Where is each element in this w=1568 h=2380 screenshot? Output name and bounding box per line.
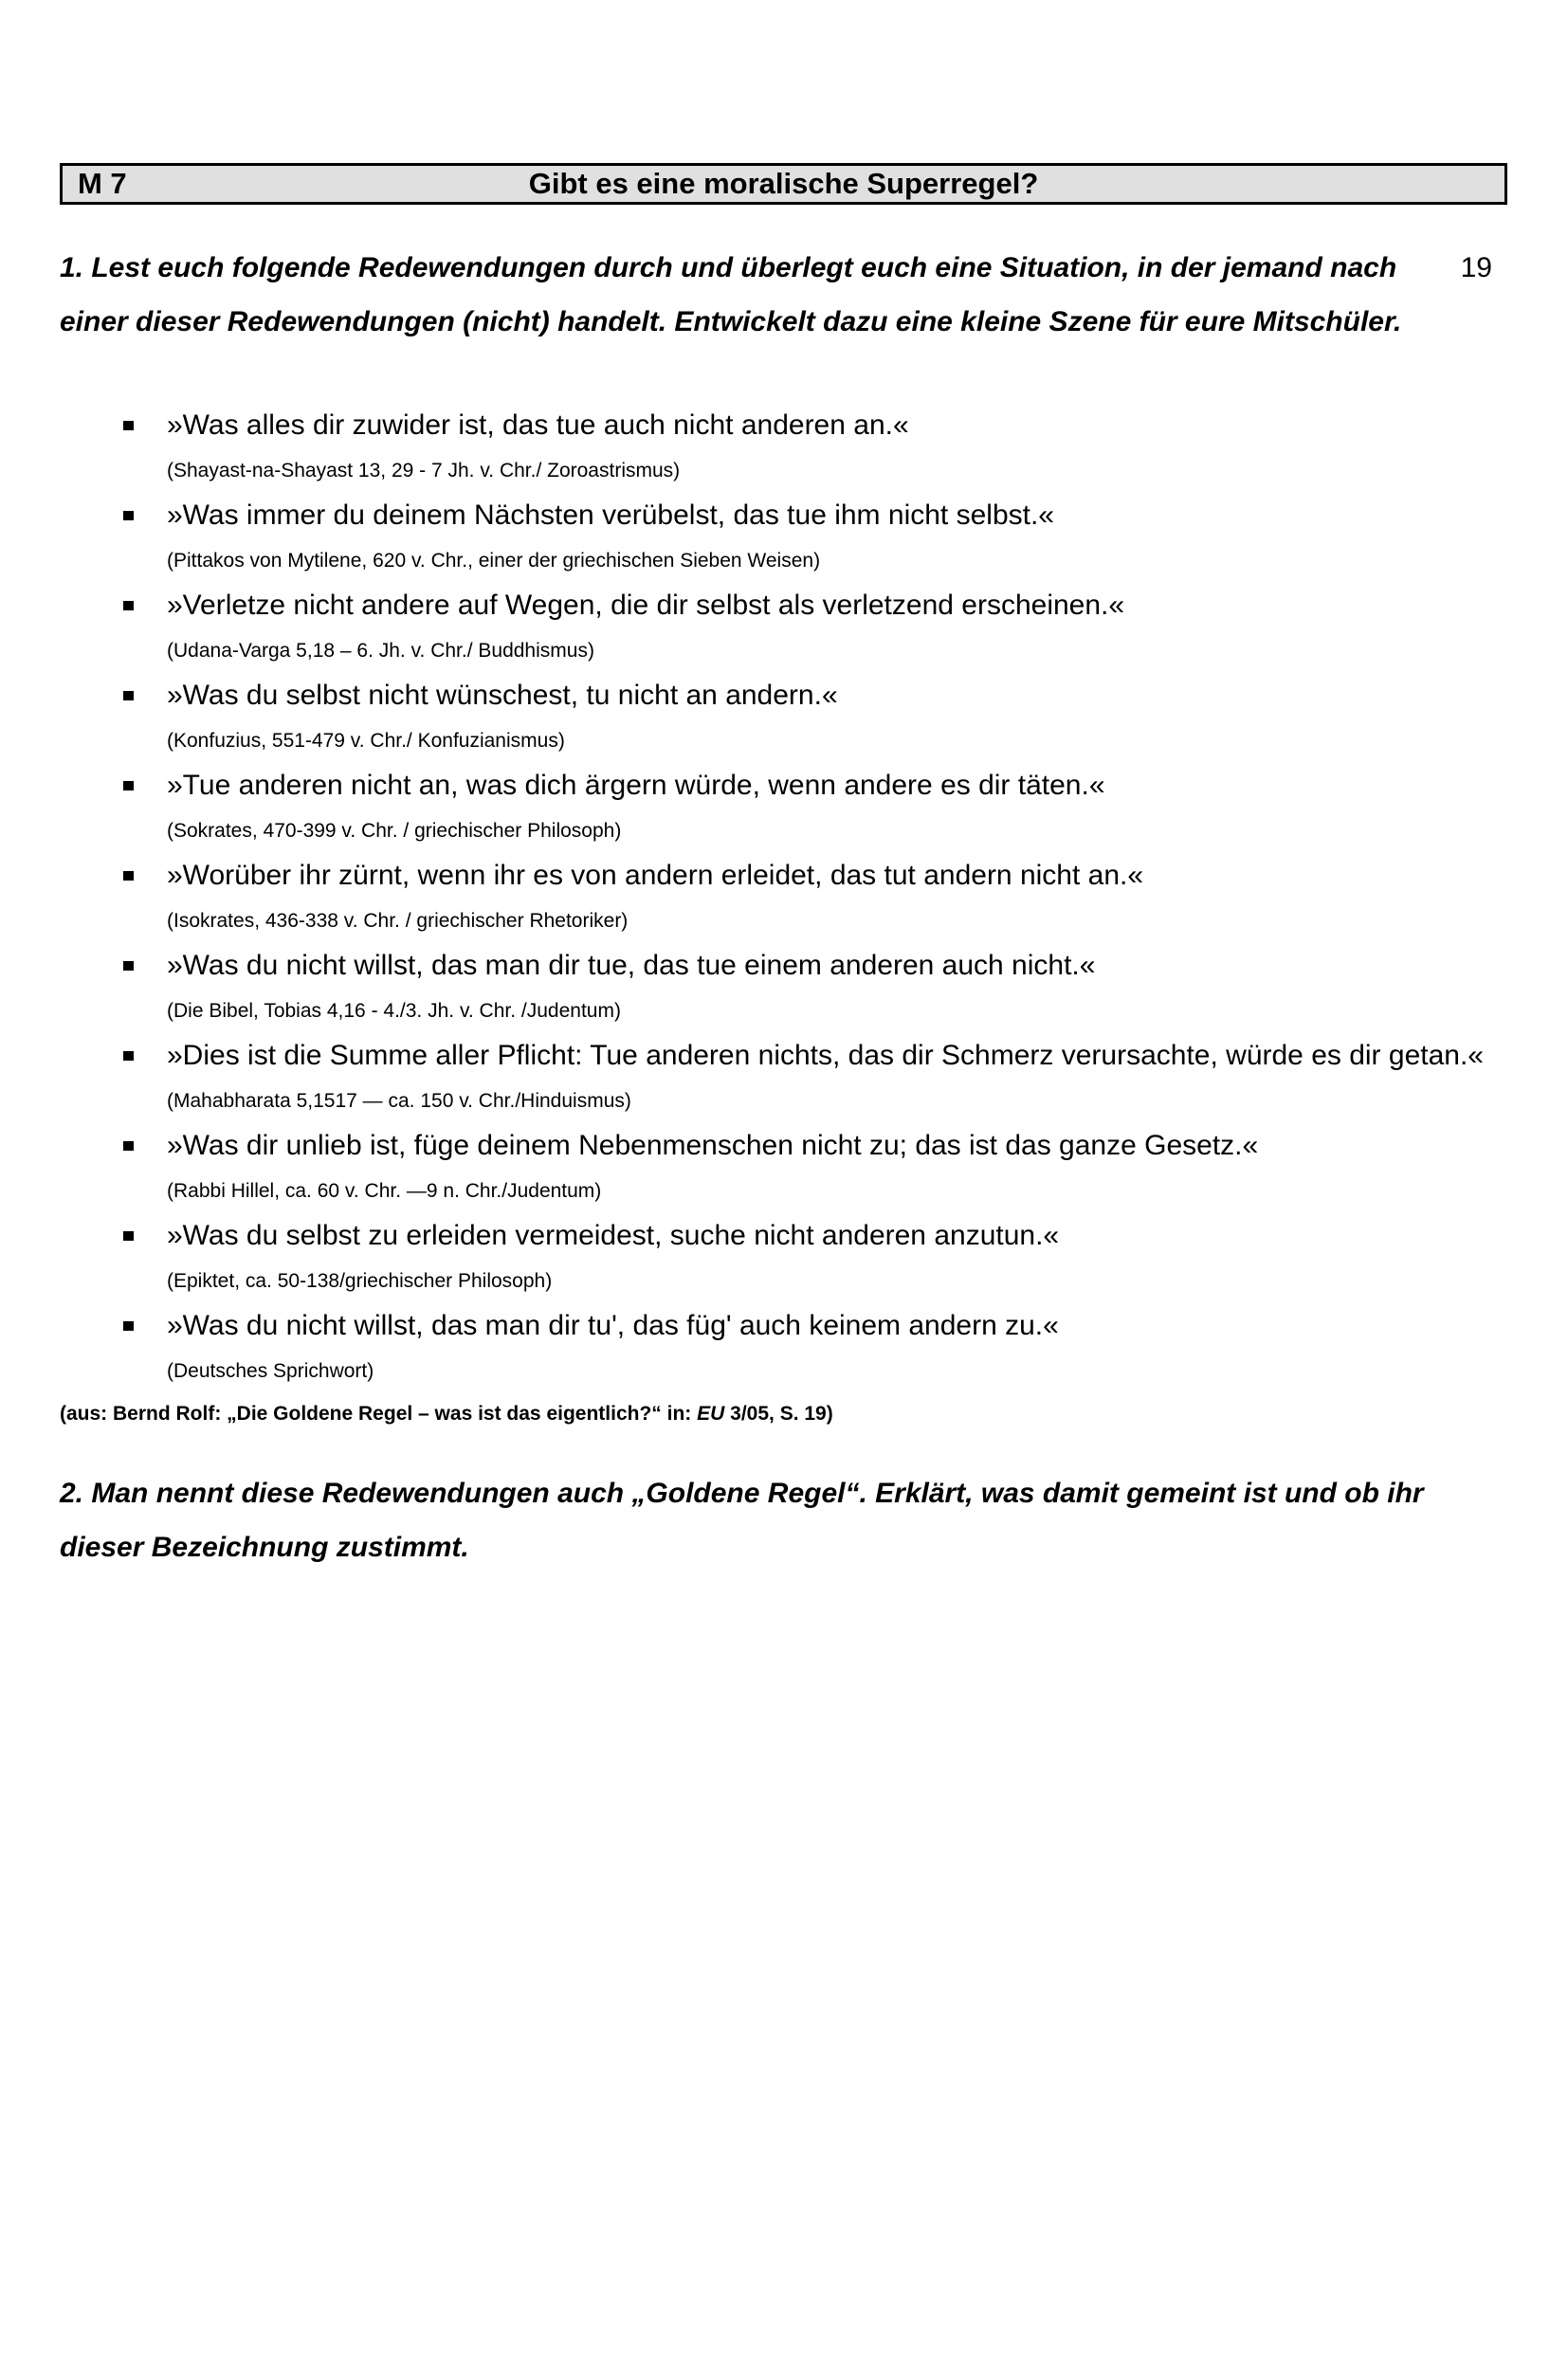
task-2-instruction: 2. Man nennt diese Redewendungen auch „Goldene Regel“. Erklärt, was damit gemeint ist und ob ihr dieser Bezeichnung zustimmt. xyxy=(60,1478,1424,1563)
rule-quote: »Was du selbst zu erleiden vermeidest, suche nicht anderen anzutun.« xyxy=(167,1220,1060,1251)
rule-source: (Die Bibel, Tobias 4,16 - 4./3. Jh. v. Chr. /Judentum) xyxy=(167,1000,621,1022)
list-item xyxy=(60,1208,1507,1298)
source-attribution xyxy=(60,1397,1507,1430)
bullet-square-icon xyxy=(123,871,134,881)
bullet-square-icon xyxy=(123,1141,134,1151)
rule-quote: »Worüber ihr zürnt, wenn ihr es von andern erleidet, das tut andern nicht an.« xyxy=(167,860,1144,891)
bullet-square-icon xyxy=(123,601,134,610)
bullet-square-icon xyxy=(123,1051,134,1061)
list-item xyxy=(60,667,1507,757)
golden-rule-list xyxy=(60,397,1507,1388)
list-item xyxy=(60,937,1507,1027)
bullet-square-icon xyxy=(123,691,134,700)
worksheet-page xyxy=(0,163,1568,2380)
attribution-journal: EU xyxy=(697,1403,725,1425)
page-number: 19 xyxy=(1460,252,1492,283)
list-item xyxy=(60,397,1507,487)
list-item xyxy=(60,487,1507,577)
material-code: M 7 xyxy=(78,167,127,200)
task-1-instruction: 1. Lest euch folgende Redewendungen durch und überlegt euch eine Situation, in der jemand nach einer dieser Redewendungen (nicht) handelt. Entwickelt dazu eine kleine Szene für eure Mitschüler. xyxy=(60,252,1402,337)
rule-source: (Epiktet, ca. 50-138/griechischer Philosoph) xyxy=(167,1270,553,1292)
rule-quote: »Dies ist die Summe aller Pflicht: Tue anderen nichts, das dir Schmerz verursachte, würde es dir getan.« xyxy=(167,1040,1484,1071)
bullet-square-icon xyxy=(123,781,134,790)
bullet-square-icon xyxy=(123,511,134,520)
list-item xyxy=(60,757,1507,847)
rule-quote: »Verletze nicht andere auf Wegen, die dir selbst als verletzend erscheinen.« xyxy=(167,590,1125,621)
material-header-bar xyxy=(60,163,1507,205)
rule-source: (Mahabharata 5,1517 — ca. 150 v. Chr./Hinduismus) xyxy=(167,1090,631,1112)
attribution-suffix: 3/05, S. 19) xyxy=(724,1403,833,1425)
rule-source: (Sokrates, 470-399 v. Chr. / griechischer Philosoph) xyxy=(167,820,622,842)
page-title: Gibt es eine moralische Superregel? xyxy=(528,167,1039,200)
list-item xyxy=(60,1117,1507,1208)
rule-quote: »Was alles dir zuwider ist, das tue auch nicht anderen an.« xyxy=(167,409,909,441)
rule-quote: »Was du nicht willst, das man dir tu', das füg' auch keinem andern zu.« xyxy=(167,1310,1059,1341)
list-item xyxy=(60,577,1507,667)
rule-quote: »Was du selbst nicht wünschest, tu nicht an andern.« xyxy=(167,680,838,711)
list-item xyxy=(60,1298,1507,1388)
rule-source: (Deutsches Sprichwort) xyxy=(167,1360,374,1382)
bullet-square-icon xyxy=(123,1231,134,1241)
rule-source: (Shayast-na-Shayast 13, 29 - 7 Jh. v. Chr./ Zoroastrismus) xyxy=(167,460,681,481)
rule-source: (Udana-Varga 5,18 – 6. Jh. v. Chr./ Buddhismus) xyxy=(167,640,594,662)
rule-quote: »Was dir unlieb ist, füge deinem Nebenmenschen nicht zu; das ist das ganze Gesetz.« xyxy=(167,1130,1259,1161)
rule-quote: »Tue anderen nicht an, was dich ärgern würde, wenn andere es dir täten.« xyxy=(167,770,1105,801)
bullet-square-icon xyxy=(123,1321,134,1331)
rule-source: (Isokrates, 436-338 v. Chr. / griechischer Rhetoriker) xyxy=(167,910,629,932)
rule-source: (Rabbi Hillel, ca. 60 v. Chr. —9 n. Chr./Judentum) xyxy=(167,1180,602,1202)
rule-source: (Konfuzius, 551-479 v. Chr./ Konfuzianismus) xyxy=(167,730,565,752)
attribution-prefix: (aus: Bernd Rolf: „Die Goldene Regel – was ist das eigentlich?“ in: xyxy=(60,1403,698,1425)
bullet-square-icon xyxy=(123,421,134,430)
list-item xyxy=(60,847,1507,937)
bullet-square-icon xyxy=(123,961,134,971)
rule-source: (Pittakos von Mytilene, 620 v. Chr., einer der griechischen Sieben Weisen) xyxy=(167,550,821,572)
rule-quote: »Was du nicht willst, das man dir tue, das tue einem anderen auch nicht.« xyxy=(167,950,1096,981)
rule-quote: »Was immer du deinem Nächsten verübelst, das tue ihm nicht selbst.« xyxy=(167,500,1054,531)
list-item xyxy=(60,1027,1507,1117)
